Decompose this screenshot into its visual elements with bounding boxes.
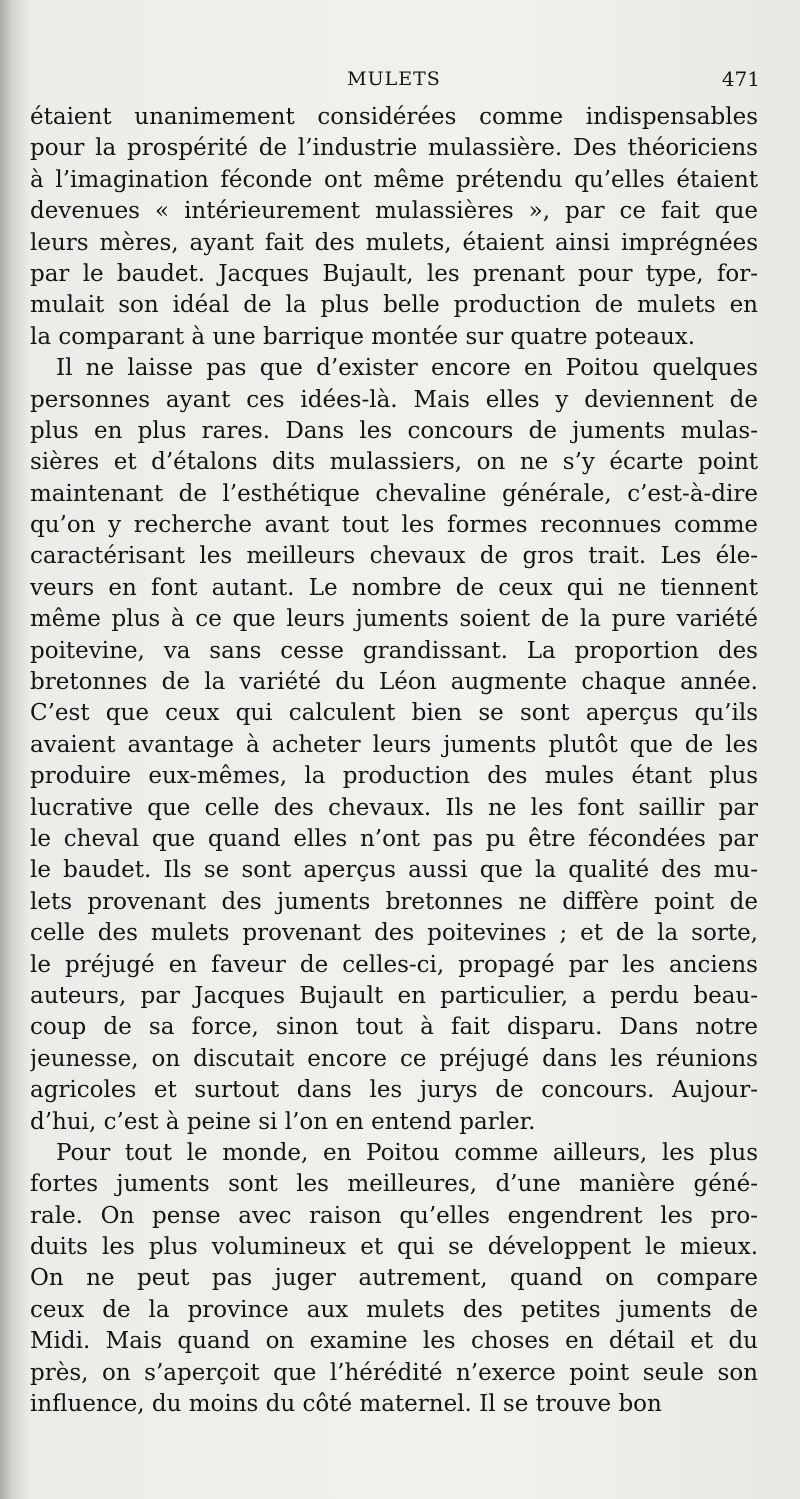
- text-line: près, on s’aperçoit que l’hérédité n’exerce point seule son: [30, 1359, 758, 1386]
- page-number: 471: [721, 67, 760, 91]
- text-line: fortes juments sont les meilleures, d’une manière géné-: [30, 1171, 758, 1198]
- text-line: pour la prospérité de l’industrie mulassière. Des théoriciens: [30, 135, 758, 162]
- text-line: auteurs, par Jacques Bujault en particulier, a perdu beau-: [30, 982, 758, 1009]
- text-line: agricoles et surtout dans les jurys de concours. Aujour-: [30, 1077, 758, 1104]
- text-line: leurs mères, ayant fait des mulets, étaient ainsi imprégnées: [30, 229, 758, 256]
- text-line: caractérisant les meilleurs chevaux de gros trait. Les éle-: [30, 543, 758, 570]
- text-line: le baudet. Ils se sont aperçus aussi que la qualité des mu-: [30, 857, 758, 884]
- text-line: lets provenant des juments bretonnes ne diffère point de: [30, 888, 758, 915]
- text-body: [30, 102, 758, 1420]
- text-line: personnes ayant ces idées-là. Mais elles y deviennent de: [30, 386, 758, 413]
- text-line: maintenant de l’esthétique chevaline générale, c’est-à-dire: [30, 480, 758, 507]
- text-line: veurs en font autant. Le nombre de ceux qui ne tiennent: [30, 574, 758, 601]
- text-line: On ne peut pas juger autrement, quand on compare: [30, 1265, 758, 1292]
- text-line: Il ne laisse pas que d’exister encore en Poitou quelques: [56, 355, 758, 382]
- text-line: celle des mulets provenant des poitevines ; et de la sorte,: [30, 920, 758, 947]
- text-line: ceux de la province aux mulets des petites juments de: [30, 1296, 758, 1323]
- text-line: produire eux-mêmes, la production des mules étant plus: [30, 763, 758, 790]
- text-line: Pour tout le monde, en Poitou comme ailleurs, les plus: [56, 1139, 758, 1166]
- text-line: duits les plus volumineux et qui se développent le mieux.: [30, 1234, 758, 1261]
- text-line: même plus à ce que leurs juments soient de la pure variété: [30, 606, 758, 633]
- running-title: MULETS: [347, 68, 441, 90]
- text-line: étaient unanimement considérées comme indispensables: [30, 104, 758, 130]
- text-line: à l’imagination féconde ont même prétendu qu’elles étaient: [30, 166, 758, 193]
- text-line: plus en plus rares. Dans les concours de juments mulas-: [30, 417, 758, 444]
- text-line: bretonnes de la variété du Léon augmente chaque année.: [30, 669, 758, 696]
- text-line: le préjugé en faveur de celles-ci, propagé par les anciens: [30, 951, 758, 978]
- text-line: C’est que ceux qui calculent bien se sont aperçus qu’ils: [30, 700, 758, 727]
- text-line: la comparant à une barrique montée sur quatre poteaux.: [30, 323, 696, 350]
- text-line: Midi. Mais quand on examine les choses en détail et du: [30, 1328, 758, 1355]
- text-line: mulait son idéal de la plus belle production de mulets en: [30, 292, 758, 319]
- text-line: rale. On pense avec raison qu’elles engendrent les pro-: [30, 1202, 758, 1229]
- text-line: devenues « intérieurement mulassières », par ce fait que: [30, 198, 758, 225]
- paragraph: [30, 102, 758, 353]
- paragraph: [30, 1138, 758, 1421]
- text-line: le cheval que quand elles n’ont pas pu être fécondées par: [30, 825, 758, 852]
- text-line: jeunesse, on discutait encore ce préjugé dans les réunions: [30, 1045, 758, 1072]
- text-line: qu’on y recherche avant tout les formes reconnues comme: [30, 512, 758, 539]
- text-line: d’hui, c’est à peine si l’on en entend parler.: [30, 1108, 536, 1135]
- text-line: par le baudet. Jacques Bujault, les prenant pour type, for-: [30, 260, 758, 287]
- paragraph: [30, 353, 758, 1138]
- running-head: [28, 62, 760, 96]
- text-line: sières et d’étalons dits mulassiers, on ne s’y écarte point: [30, 449, 758, 476]
- text-line: lucrative que celle des chevaux. Ils ne les font saillir par: [30, 794, 758, 821]
- text-line: poitevine, va sans cesse grandissant. La proportion des: [30, 637, 758, 664]
- text-line: avaient avantage à acheter leurs juments plutôt que de les: [30, 731, 758, 758]
- text-line: influence, du moins du côté maternel. Il se trouve bon: [30, 1391, 662, 1418]
- text-line: coup de sa force, sinon tout à fait disparu. Dans notre: [30, 1014, 758, 1041]
